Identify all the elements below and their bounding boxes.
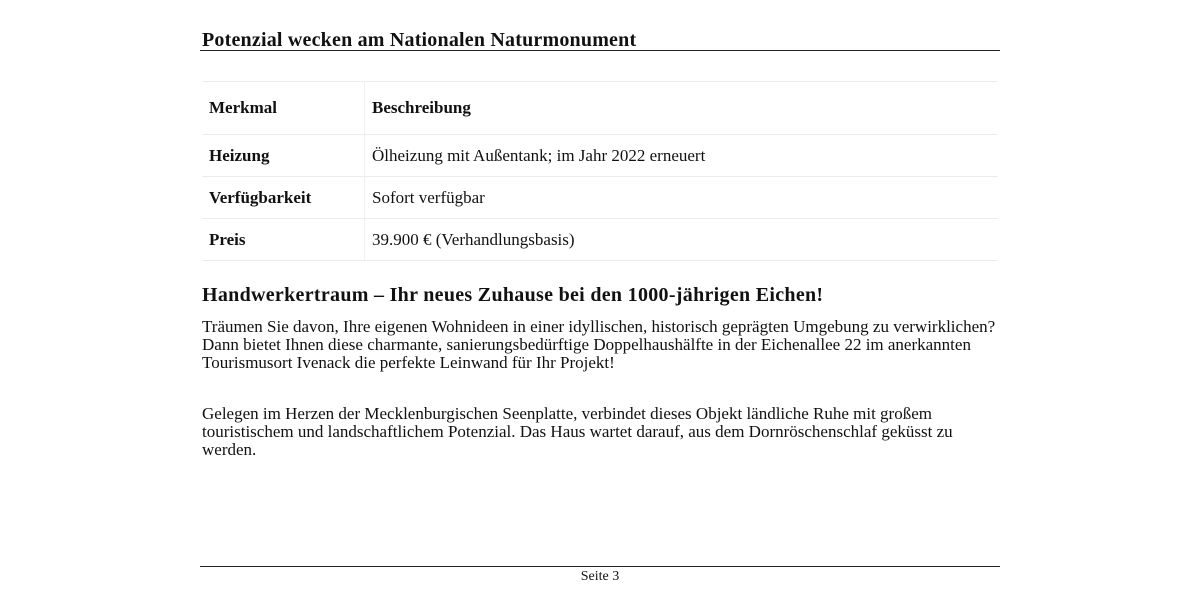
footer-divider [200, 566, 1000, 567]
column-header-description: Beschreibung [365, 82, 999, 135]
page-number: Seite 3 [580, 569, 620, 584]
section-heading: Handwerkertraum – Ihr neues Zuhause bei den 1000-jährigen Eichen! [202, 284, 824, 306]
table-cell-feature: Verfügbarkeit [202, 177, 365, 219]
table-cell-feature: Heizung [202, 135, 365, 177]
table-cell-description: Ölheizung mit Außentank; im Jahr 2022 erneuert [365, 135, 999, 177]
page-title: Potenzial wecken am Nationalen Naturmonument [202, 29, 637, 51]
body-paragraph: Gelegen im Herzen der Mecklenburgischen Seenplatte, verbindet dieses Objekt ländliche Ruhe mit großem touristischem und landschaftlichem Potenzial. Das Haus wartet darauf, aus dem Dornröschenschlaf geküsst zu werden. [202, 404, 953, 459]
table-header-row [202, 82, 998, 135]
body-paragraph: Träumen Sie davon, Ihre eigenen Wohnideen in einer idyllischen, historisch geprägten Umgebung zu verwirklichen? Dann bietet Ihnen diese charmante, sanierungsbedürftige Doppelhaushälfte in der Eichenallee 22 im anerkannten Tourismusort Ivenack die perfekte Leinwand für Ihr Projekt! [202, 317, 996, 372]
column-header-feature: Merkmal [202, 82, 365, 135]
header-divider [200, 50, 1000, 51]
table-cell-description: 39.900 € (Verhandlungsbasis) [365, 219, 999, 261]
table-row [202, 135, 998, 177]
table-row [202, 177, 998, 219]
table-cell-feature: Preis [202, 219, 365, 261]
document-page [200, 0, 1000, 600]
table-row [202, 219, 998, 261]
table-cell-description: Sofort verfügbar [365, 177, 999, 219]
property-table [202, 81, 998, 261]
